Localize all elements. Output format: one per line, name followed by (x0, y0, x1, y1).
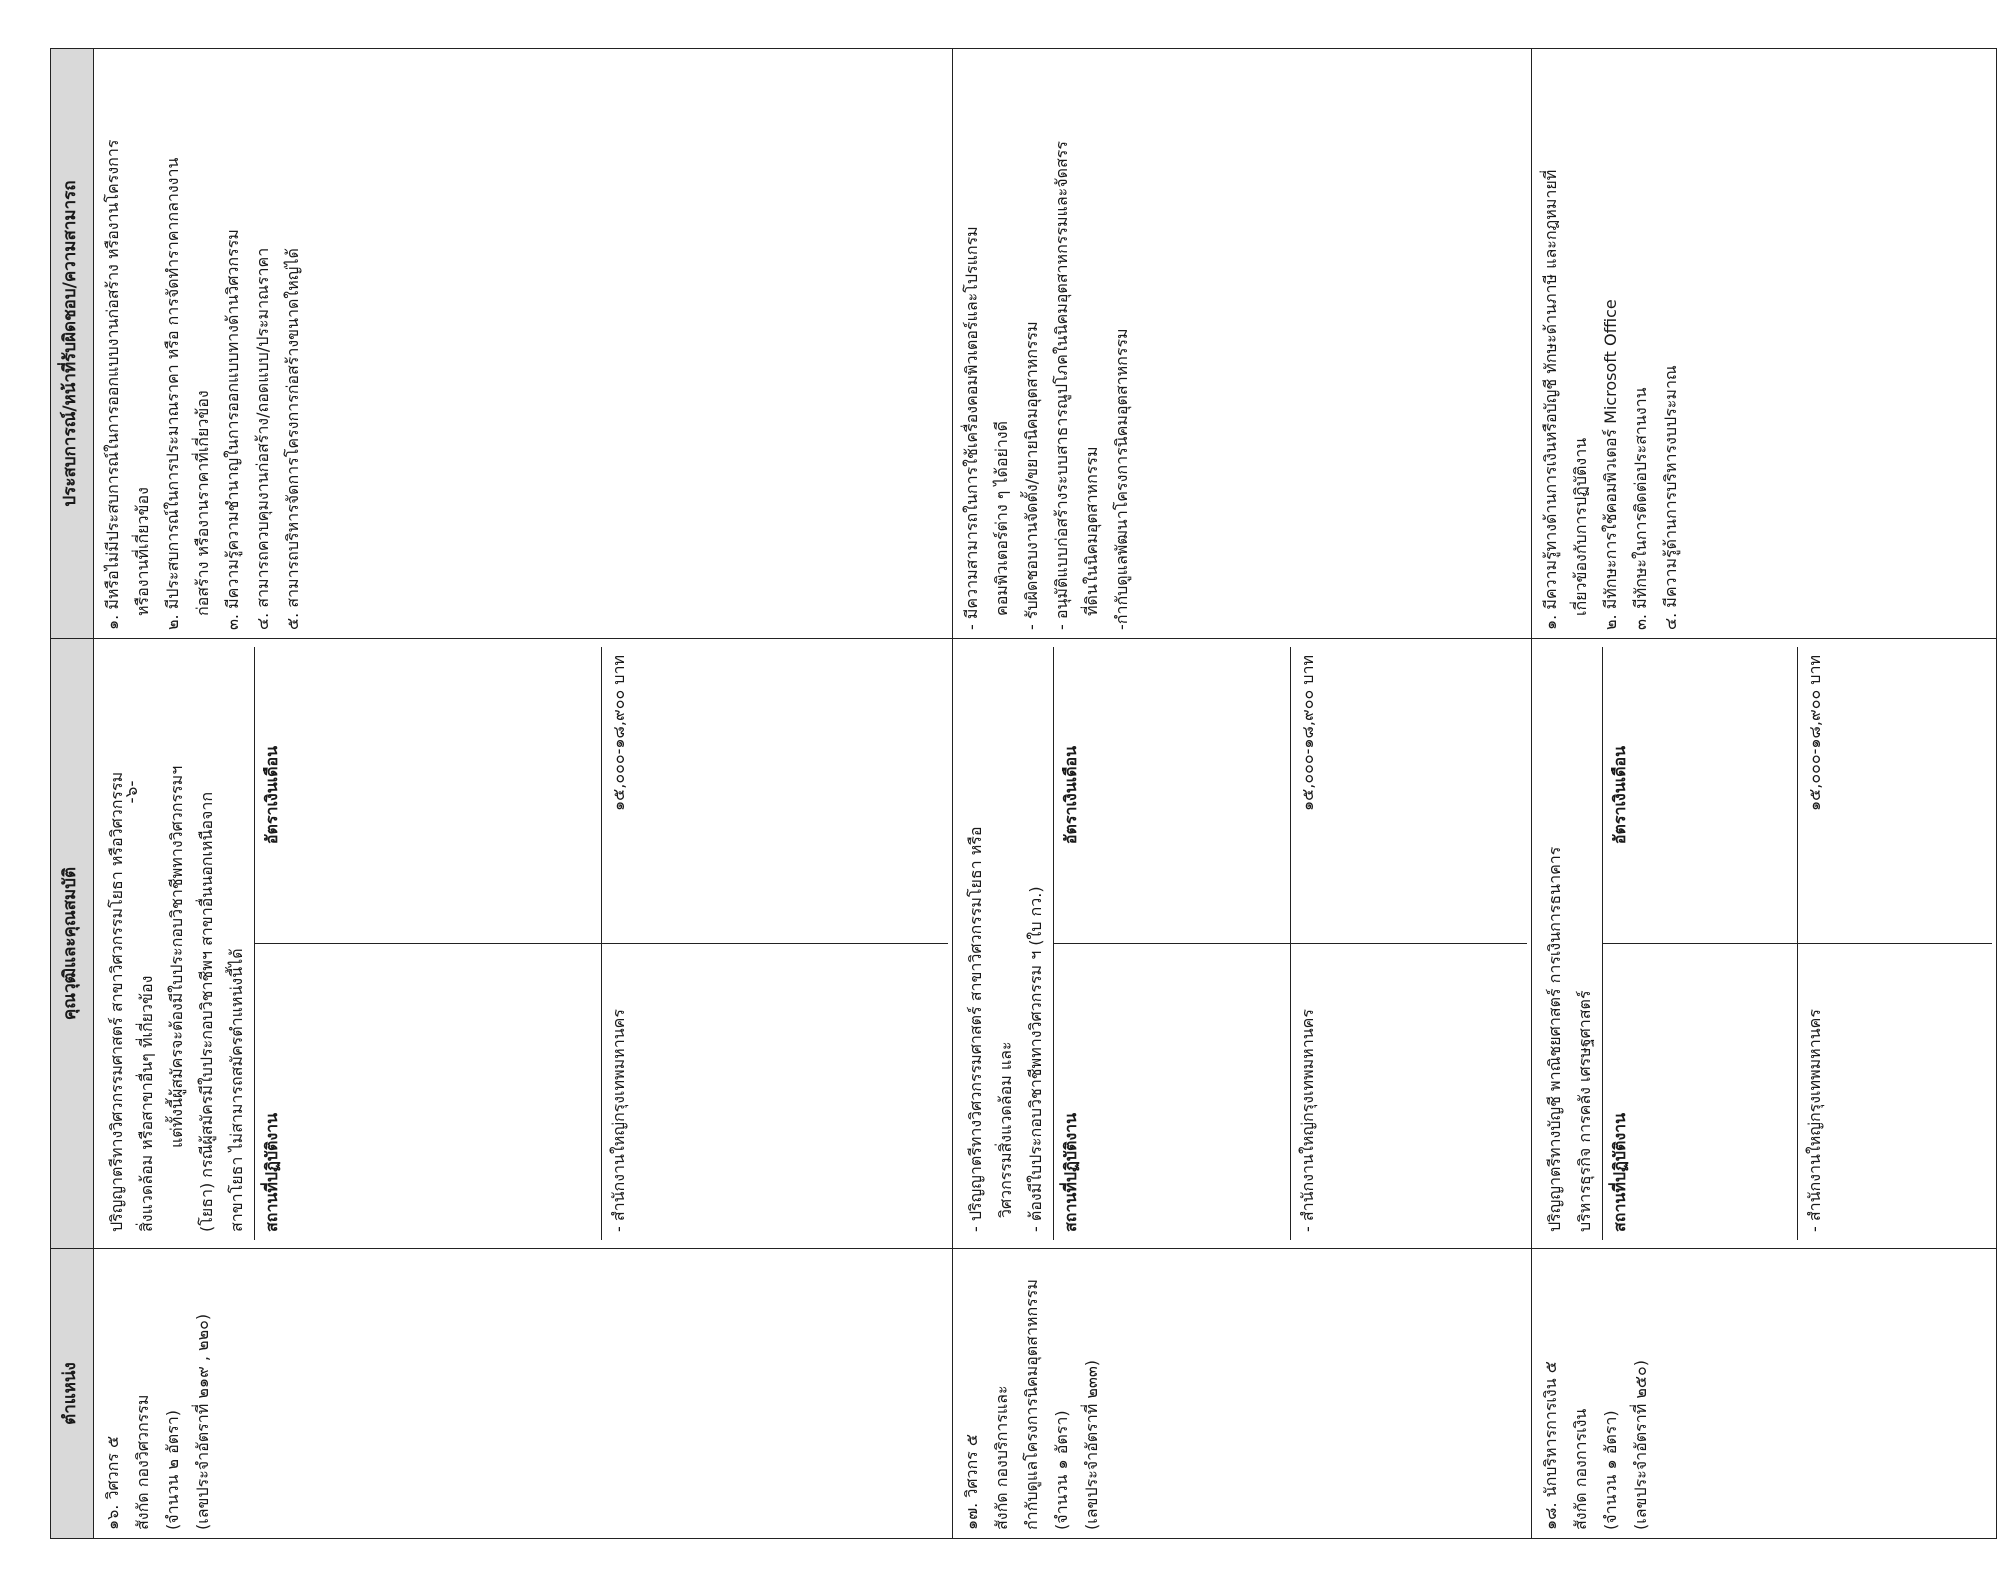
salary-value: ๑๕,๐๐๐-๑๘,๙๐๐ บาท (1291, 647, 1528, 944)
header-qualifications: คุณวุฒิและคุณสมบัติ (51, 639, 94, 1249)
salary-header: อัตราเงินเดือน (255, 647, 602, 944)
salary-header: อัตราเงินเดือน (1603, 647, 1798, 944)
experience-line: ๓. มีทักษะในการติดต่อประสานงาน (1631, 387, 1650, 630)
experience-line: - มีความสามารถในการใช้เครื่องคอมพิวเตอร์และโปรแกรม (962, 226, 981, 630)
qualifications-cell (953, 639, 1532, 1249)
position-title: ๑๗. วิศวกร ๕ (962, 1434, 981, 1530)
experience-line: ๓. มีความรู้ความชำนาญในการออกแบบทางด้านวิศวกรรม (223, 229, 242, 630)
qualification-line: วิศวกรรมสิ่งแวดล้อม และ (996, 1041, 1015, 1218)
experience-cell (953, 49, 1532, 639)
experience-cell (1532, 49, 1997, 639)
position-number: (เลขประจำอัตราที่ ๒๓๓) (1082, 1359, 1101, 1530)
experience-line: ๒. มีทักษะการใช้คอมพิวเตอร์ Microsoft Office (1601, 299, 1620, 630)
position-department: สังกัด กองการเงิน (1571, 1408, 1590, 1530)
experience-line: เกี่ยวข้องกับการปฏิบัติงาน (1571, 437, 1590, 616)
workplace-value: - สำนักงานใหญ่กรุงเทพมหานคร (1291, 944, 1528, 1241)
header-position: ตำแหน่ง (51, 1249, 94, 1539)
salary-header: อัตราเงินเดือน (1054, 647, 1291, 944)
qualification-line: - ต้องมีใบประกอบวิชาชีพทางวิศวกรรม ฯ (ใบ กว.) (1026, 886, 1045, 1232)
qualification-line: สิ่งแวดล้อม หรือสาขาอื่นๆ ที่เกี่ยวข้อง (137, 975, 156, 1232)
position-cell (953, 1249, 1532, 1539)
experience-cell (94, 49, 953, 639)
table-row (1532, 49, 1997, 1539)
experience-line: ๔. สามารถควบคุมงานก่อสร้าง/ถอดแบบ/ประมาณราคา (253, 247, 272, 630)
page-number: -๖- (122, 780, 142, 804)
experience-line: ที่ดินในนิคมอุตสาหกรรม (1082, 446, 1101, 616)
workplace-value: - สำนักงานใหญ่กรุงเทพมหานคร (1798, 944, 1993, 1241)
experience-line: หรืองานที่เกี่ยวข้อง (133, 487, 152, 616)
position-cell (1532, 1249, 1997, 1539)
qualification-line: - ปริญญาตรีทางวิศวกรรมศาสตร์ สาขาวิศวกรรมโยธา หรือ (966, 826, 985, 1232)
qualification-line: บริหารธุรกิจ การคลัง เศรษฐศาสตร์ (1575, 990, 1594, 1232)
qualification-line: ปริญญาตรีทางบัญชี พาณิชยศาสตร์ การเงินการธนาคาร (1545, 846, 1564, 1232)
position-number: (เลขประจำอัตราที่ ๒๕๐) (1631, 1359, 1650, 1530)
position-department: สังกัด กองวิศวกรรม (133, 1394, 152, 1530)
experience-line: ๑. มีความรู้ทางด้านการเงินหรือบัญชี ทักษะด้านภาษี และกฎหมายที่ (1541, 169, 1560, 630)
qualifications-cell (94, 639, 953, 1249)
qualification-line: สาขาโยธา ไม่สามารถสมัครตำแหน่งนี้ได้ (227, 948, 246, 1232)
position-department: กำกับดูแลโครงการนิคมอุตสาหกรรม (1022, 1279, 1041, 1530)
experience-line: ๒. มีประสบการณ์ในการประมาณราคา หรือ การจัดทำราคากลางงาน (163, 157, 182, 630)
positions-table (50, 48, 1997, 1539)
header-experience: ประสบการณ์/หน้าที่รับผิดชอบ/ความสามารถ (51, 49, 94, 639)
experience-line: - รับผิดชอบงานจัดตั้ง/ขยายนิคมอุตสาหกรรม (1022, 321, 1041, 630)
workplace-header: สถานที่ปฏิบัติงาน (255, 944, 602, 1241)
position-count: (จำนวน ๑ อัตรา) (1601, 1410, 1620, 1530)
qualification-line: (โยธา) กรณีผู้สมัครมีใบประกอบวิชาชีพฯ สาขาอื่นนอกเหนือจาก (197, 791, 216, 1232)
salary-value: ๑๕,๐๐๐-๑๘,๙๐๐ บาท (602, 647, 949, 944)
position-title: ๑๘. นักบริหารการเงิน ๕ (1541, 1361, 1560, 1530)
position-count: (จำนวน ๑ อัตรา) (1052, 1410, 1071, 1530)
position-title: ๑๖. วิศวกร ๕ (103, 1435, 122, 1530)
position-department: สังกัด กองบริการและ (992, 1385, 1011, 1530)
experience-line: คอมพิวเตอร์ต่าง ๆ ได้อย่างดี (992, 420, 1011, 616)
position-number: (เลขประจำอัตราที่ ๒๑๙ , ๒๒๐) (193, 1313, 212, 1530)
qualification-line: แต่ทั้งนี้ผู้สมัครจะต้องมีใบประกอบวิชาชีพทางวิศวกรรมฯ (167, 765, 186, 1148)
experience-line: ก่อสร้าง หรืองานราคาที่เกี่ยวข้อง (193, 390, 212, 616)
workplace-salary-table (1602, 647, 1992, 1240)
table-header-row (51, 49, 94, 1539)
table-row (953, 49, 1532, 1539)
table-row (94, 49, 953, 1539)
qualifications-cell (1532, 639, 1997, 1249)
experience-line: ๔. มีความรู้ด้านการบริหารงบประมาณ (1661, 365, 1680, 630)
salary-value: ๑๕,๐๐๐-๑๘,๙๐๐ บาท (1798, 647, 1993, 944)
experience-line: ๕. สามารถบริหารจัดการโครงการก่อสร้างขนาดใหญ่ได้ (283, 248, 302, 630)
workplace-header: สถานที่ปฏิบัติงาน (1054, 944, 1291, 1241)
qualification-line: ปริญญาตรีทางวิศวกรรมศาสตร์ สาขาวิศวกรรมโยธา หรือวิศวกรรม (107, 771, 126, 1232)
experience-line: - อนุมัติแบบก่อสร้างระบบสาธารณูปโภคในนิคมอุตสาหกรรมและจัดสรร (1052, 141, 1071, 630)
experience-line: ๑. มีหรือไม่มีประสบการณ์ในการออกแบบงานก่อสร้าง หรืองานโครงการ (103, 139, 122, 630)
workplace-header: สถานที่ปฏิบัติงาน (1603, 944, 1798, 1241)
position-cell (94, 1249, 953, 1539)
position-count: (จำนวน ๒ อัตรา) (163, 1410, 182, 1530)
workplace-salary-table (254, 647, 948, 1240)
workplace-value: - สำนักงานใหญ่กรุงเทพมหานคร (602, 944, 949, 1241)
experience-line: -กำกับดูแลพัฒนาโครงการนิคมอุตสาหกรรม (1112, 328, 1131, 630)
workplace-salary-table (1053, 647, 1527, 1240)
